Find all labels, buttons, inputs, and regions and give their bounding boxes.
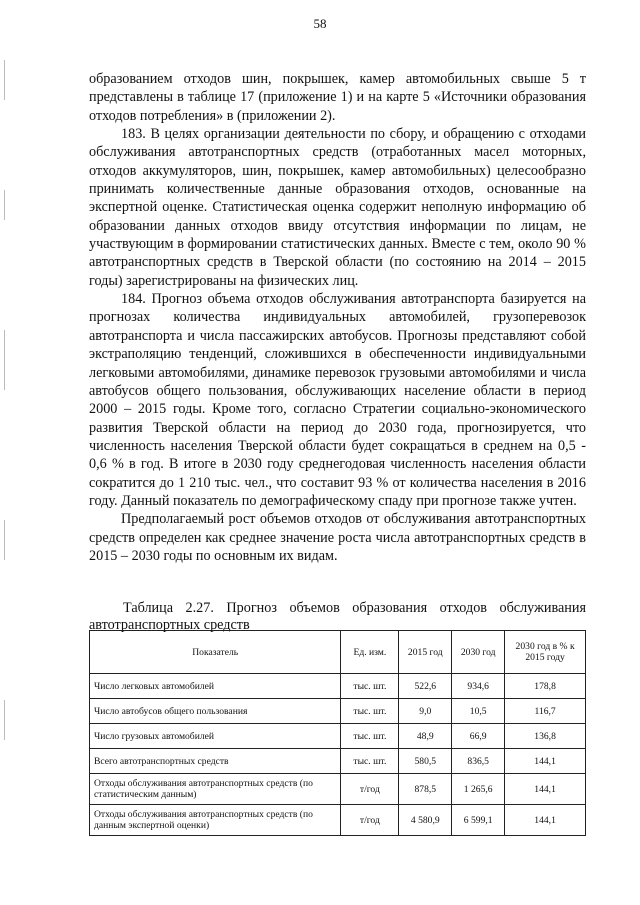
margin-mark — [4, 700, 5, 740]
table-cell: 6 599,1 — [452, 805, 505, 836]
table-header-cell: 2015 год — [399, 631, 452, 674]
table-row — [90, 774, 586, 805]
table-cell: 116,7 — [505, 699, 586, 724]
table-caption-text: Таблица 2.27. Прогноз объемов образования отходов обслуживания автотранспортных средств — [89, 600, 586, 633]
table-cell: 178,8 — [505, 674, 586, 699]
table-header-cell: 2030 год в % к 2015 году — [505, 631, 586, 674]
table-cell: 934,6 — [452, 674, 505, 699]
table-row — [90, 805, 586, 836]
table-cell: Число автобусов общего пользования — [90, 699, 341, 724]
table-cell: 48,9 — [399, 724, 452, 749]
table-cell: 10,5 — [452, 699, 505, 724]
margin-mark — [4, 190, 5, 220]
table-header-row — [90, 631, 586, 674]
table-row — [90, 724, 586, 749]
table-row — [90, 749, 586, 774]
table-cell: Число легковых автомобилей — [90, 674, 341, 699]
table-caption — [89, 600, 586, 634]
margin-mark — [4, 520, 5, 560]
body-text — [89, 70, 586, 565]
table-cell: 144,1 — [505, 774, 586, 805]
table-cell: Число грузовых автомобилей — [90, 724, 341, 749]
margin-mark — [4, 330, 5, 390]
table-cell: 836,5 — [452, 749, 505, 774]
table-cell: т/год — [341, 774, 399, 805]
paragraph: 183. В целях организации деятельности по сбору, и обращению с отходами обслуживания автотранспортных средств (отработанных масел моторных, отходов аккумуляторов, шин, покрышек, камер автомобильных) целесообразно принимать количественные данные образования отходов, основанные на экспертной оценке. Статистическая оценка содержит неполную информацию об образовании данных отходов ввиду отсутствия информации по лицам, не участвующим в формировании статистических данных. Вместе с тем, около 90 % автотранспортных средств в Тверской области (по состоянию на 2014 – 2015 годы) зарегистрированы на физических лиц. — [89, 126, 586, 289]
margin-mark — [4, 60, 5, 100]
table-cell: 580,5 — [399, 749, 452, 774]
table-cell: т/год — [341, 805, 399, 836]
table-cell: 9,0 — [399, 699, 452, 724]
table-cell: 144,1 — [505, 805, 586, 836]
table-cell: тыс. шт. — [341, 724, 399, 749]
table-cell: тыс. шт. — [341, 674, 399, 699]
paragraph: 184. Прогноз объема отходов обслуживания автотранспорта базируется на прогнозах количества индивидуальных автомобилей, грузоперевозок автотранспорта и числа пассажирских автобусов. Прогнозы представляют собой экстраполяцию тенденций, сложившихся в обеспеченности индивидуальными легковыми автомобилями, динамике перевозок грузовыми автомобилями и числа автобусов общего пользования, обслуживающих население области в период 2000 – 2015 годы. Кроме того, согласно Стратегии социально-экономического развития Тверской области на период до 2030 года, прогнозируется, что численность населения Тверской области будет сокращаться в среднем на 0,5 - 0,6 % в год. В итоге в 2030 году среднегодовая численность населения области сократится до 1 210 тыс. чел., что составит 93 % от количества населения в 2016 году. Данный показатель по демографическому спаду при прогнозе также учтен. — [89, 291, 586, 509]
table-cell: Отходы обслуживания автотранспортных средств (по данным экспертной оценки) — [90, 805, 341, 836]
forecast-table — [89, 630, 586, 836]
table-cell: Всего автотранспортных средств — [90, 749, 341, 774]
table-row — [90, 699, 586, 724]
table-header-cell: Показатель — [90, 631, 341, 674]
table-row — [90, 674, 586, 699]
page-number: 58 — [313, 16, 327, 31]
table-cell: 144,1 — [505, 749, 586, 774]
table-cell: тыс. шт. — [341, 749, 399, 774]
table-cell: 4 580,9 — [399, 805, 452, 836]
paragraph: Предполагаемый рост объемов отходов от обслуживания автотранспортных средств определен как среднее значение роста числа автотранспортных средств в 2015 – 2030 годы по основным их видам. — [89, 511, 586, 564]
table-cell: 1 265,6 — [452, 774, 505, 805]
paragraph: образованием отходов шин, покрышек, камер автомобильных свыше 5 т представлены в таблице 17 (приложение 1) и на карте 5 «Источники образования отходов потребления» в (приложении 2). — [89, 71, 586, 124]
table-cell: 878,5 — [399, 774, 452, 805]
table-cell: 136,8 — [505, 724, 586, 749]
table-cell: 522,6 — [399, 674, 452, 699]
table-header-cell: Ед. изм. — [341, 631, 399, 674]
table-cell: тыс. шт. — [341, 699, 399, 724]
table-cell: Отходы обслуживания автотранспортных средств (по статистическим данным) — [90, 774, 341, 805]
table-cell: 66,9 — [452, 724, 505, 749]
table-header-cell: 2030 год — [452, 631, 505, 674]
